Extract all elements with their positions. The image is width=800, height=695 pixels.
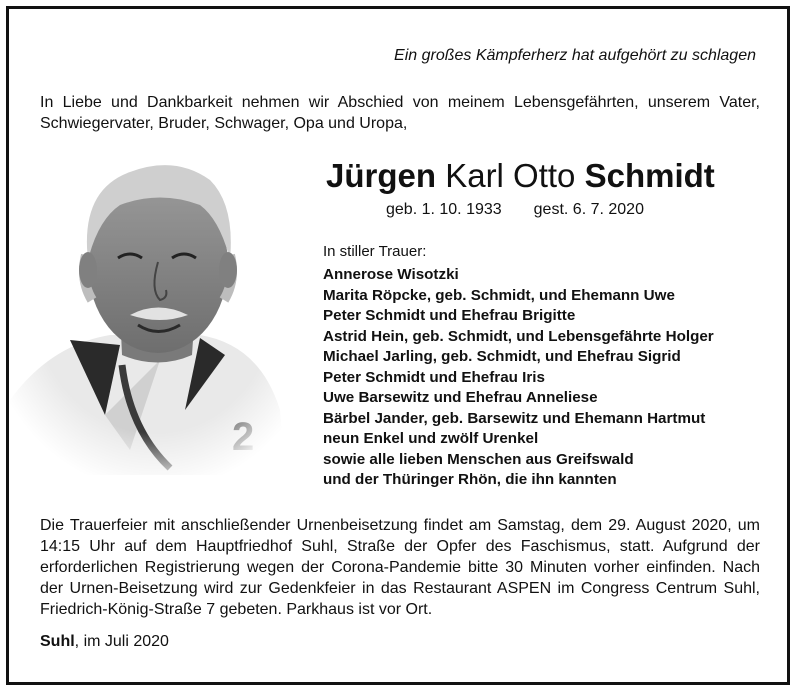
closing-date: , im Juli 2020 [74,633,169,650]
motto: Ein großes Kämpferherz hat aufgehört zu schlagen [394,47,756,64]
list-item: Peter Schmidt und Ehefrau Brigitte [323,307,576,324]
mourning-label: In stiller Trauer: [323,243,427,260]
first-name: Jürgen [326,157,437,194]
list-item: Bärbel Jander, geb. Barsewitz und Ehemann Hartmut [323,409,706,427]
middle-names: Karl Otto [445,157,576,194]
mourners-list [323,265,714,491]
list-item: Marita Röpcke, geb. Schmidt, und Ehemann Uwe [323,286,675,304]
closing-place: Suhl [40,633,75,650]
list-item: Annerose Wisotzki [323,266,459,283]
deceased-name [326,156,715,196]
list-item: Michael Jarling, geb. Schmidt, und Ehefrau Sigrid [323,348,681,365]
last-name: Schmidt [584,157,715,194]
list-item: neun Enkel und zwölf Urenkel [323,430,539,447]
list-item: Astrid Hein, geb. Schmidt, und Lebensgefährte Holger [323,327,714,345]
ceremony-text: Die Trauerfeier mit anschließender Urnenbeisetzung findet am Samstag, dem 29. August 2020, um 14:15 Uhr auf dem Hauptfriedhof Suhl, Straße der Opfer des Faschismus, statt. Aufgrund der erforderlichen Registrierung wegen der Corona-Pandemie bitte 30 Minuten vorher einfinden. Nach der Urnen-Beisetzung wird zur Gedenkfeier in das Restaurant ASPEN im Congress Centrum Suhl, Friedrich-König-Straße 7 gebeten. Parkhaus ist vor Ort. [40,517,760,618]
death-date: gest. 6. 7. 2020 [533,201,644,218]
portrait-photo [10,150,300,475]
intro-text: In Liebe und Dankbarkeit nehmen wir Abschied von meinem Lebensgefährten, unserem Vater, Schwiegervater, Bruder, Schwager, Opa und Uropa, [40,94,760,132]
closing-line [40,633,169,651]
list-item: Peter Schmidt und Ehefrau Iris [323,368,545,386]
list-item: und der Thüringer Rhön, die ihn kannten [323,471,617,488]
list-item: Uwe Barsewitz und Ehefrau Anneliese [323,389,598,406]
birth-date: geb. 1. 10. 1933 [386,201,502,218]
list-item: sowie alle lieben Menschen aus Greifswald [323,450,634,468]
life-dates [386,201,644,219]
